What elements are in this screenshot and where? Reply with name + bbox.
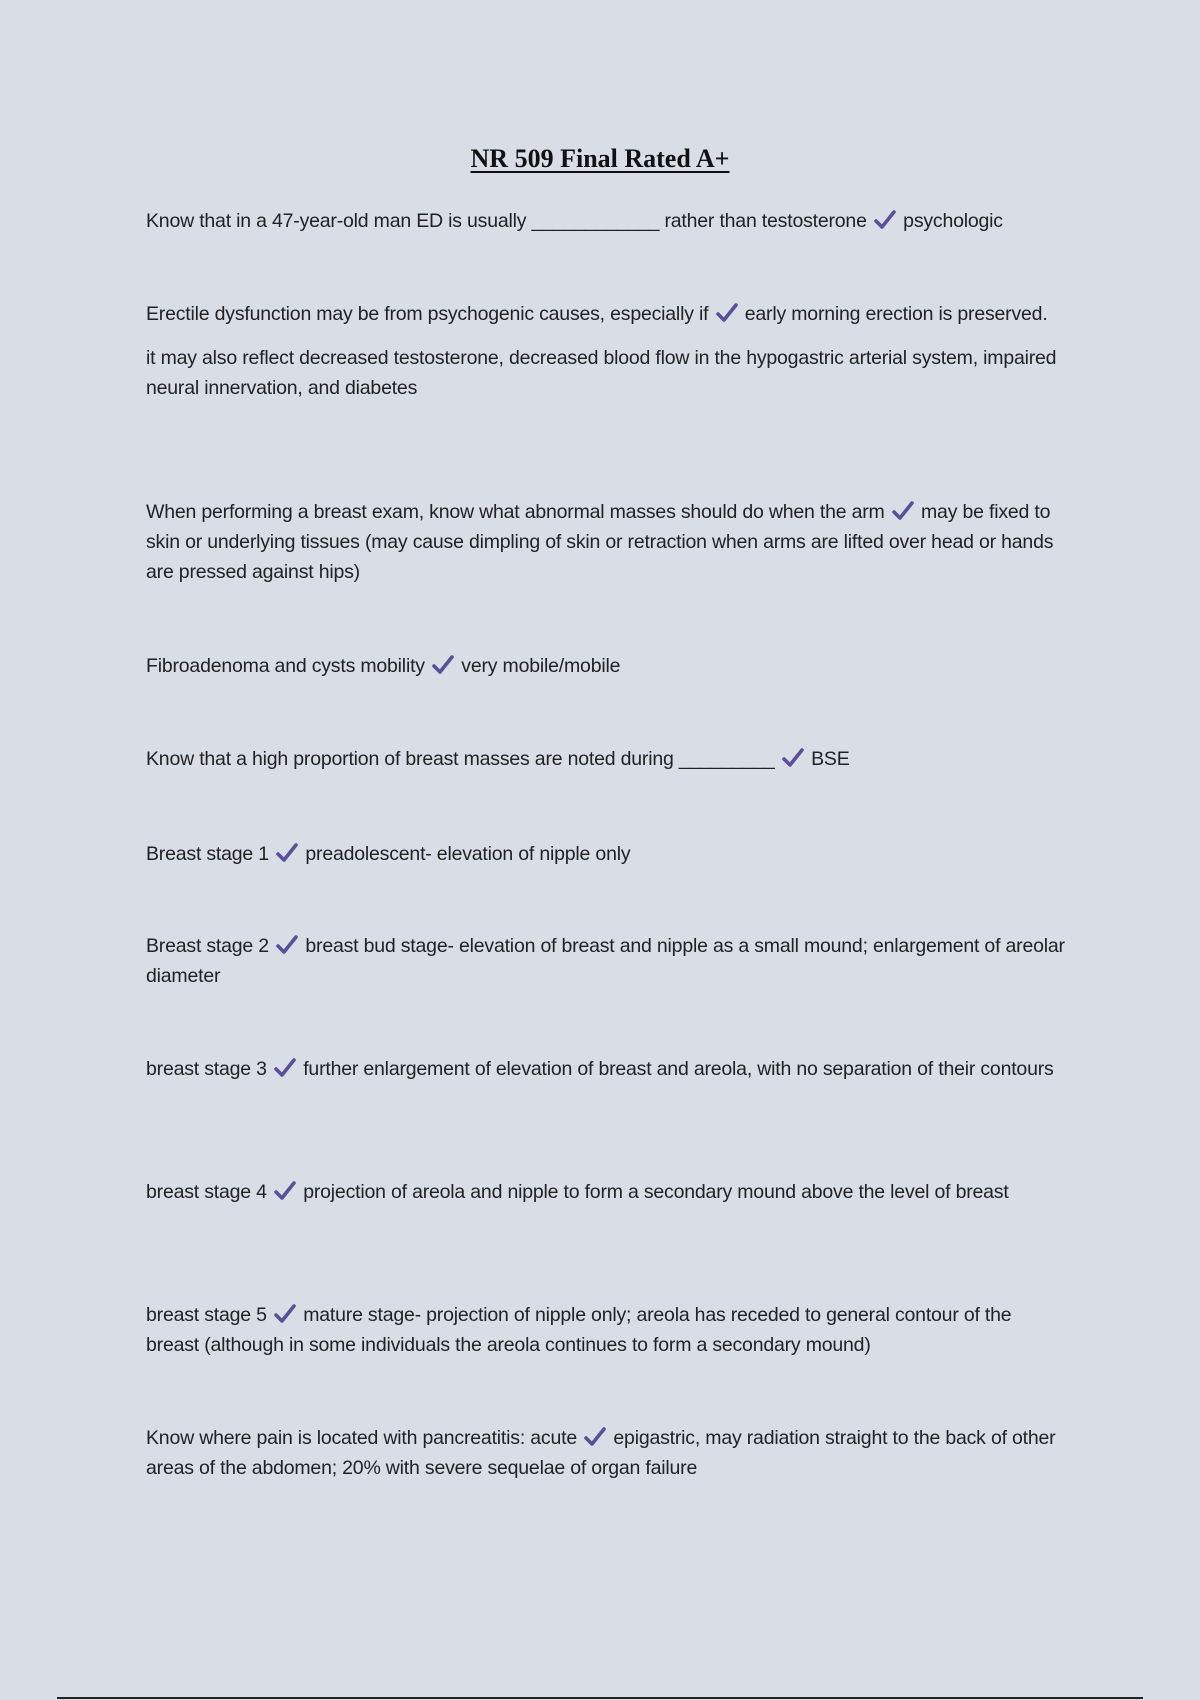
question-text: Fibroadenoma and cysts mobility bbox=[146, 655, 425, 677]
answer-text: epigastric, may radiation straight to the back of other areas of the abdomen; 20% with severe sequelae of organ failure bbox=[146, 1427, 1056, 1479]
answer-text: breast bud stage- elevation of breast and nipple as a small mound; enlargement of areolar diameter bbox=[146, 935, 1065, 987]
question-text: Breast stage 1 bbox=[146, 843, 269, 865]
checkmark-icon bbox=[276, 935, 298, 955]
document-title: NR 509 Final Rated A+ bbox=[470, 144, 730, 173]
qa-item bbox=[146, 497, 1066, 587]
answer-text: may be fixed to skin or underlying tissues (may cause dimpling of skin or retraction when arms are lifted over head or hands are pressed against hips) bbox=[146, 501, 1054, 583]
qa-text bbox=[146, 497, 1066, 587]
checkmark-icon bbox=[274, 1181, 296, 1201]
qa-item bbox=[146, 1177, 1066, 1207]
qa-text bbox=[146, 206, 1066, 236]
question-text: Erectile dysfunction may be from psychogenic causes, especially if bbox=[146, 303, 709, 325]
question-text: breast stage 5 bbox=[146, 1304, 267, 1326]
qa-text bbox=[146, 839, 1066, 869]
additional-text: it may also reflect decreased testosterone, decreased blood flow in the hypogastric arterial system, impaired neural innervation, and diabetes bbox=[146, 347, 1057, 399]
checkmark-icon bbox=[716, 303, 738, 323]
question-text: Know that in a 47-year-old man ED is usually ____________ rather than testosterone bbox=[146, 210, 867, 232]
checkmark-icon bbox=[874, 210, 896, 230]
qa-item bbox=[146, 931, 1066, 991]
qa-text bbox=[146, 299, 1066, 329]
qa-text bbox=[146, 1300, 1066, 1360]
qa-text bbox=[146, 651, 1066, 681]
answer-text: BSE bbox=[811, 748, 850, 770]
answer-text: further enlargement of elevation of breast and areola, with no separation of their contours bbox=[303, 1058, 1054, 1080]
qa-text bbox=[146, 1177, 1066, 1207]
question-text: Know that a high proportion of breast masses are noted during _________ bbox=[146, 748, 775, 770]
qa-text bbox=[146, 744, 1066, 774]
answer-text: early morning erection is preserved. bbox=[744, 303, 1048, 325]
qa-item bbox=[146, 206, 1066, 236]
checkmark-icon bbox=[782, 748, 804, 768]
question-text: When performing a breast exam, know what abnormal masses should do when the arm bbox=[146, 501, 885, 523]
checkmark-icon bbox=[274, 1058, 296, 1078]
checkmark-icon bbox=[584, 1427, 606, 1447]
answer-text: projection of areola and nipple to form a secondary mound above the level of breast bbox=[303, 1181, 1009, 1203]
checkmark-icon bbox=[892, 501, 914, 521]
checkmark-icon bbox=[276, 843, 298, 863]
page-divider bbox=[57, 1697, 1143, 1699]
qa-item bbox=[146, 1300, 1066, 1360]
qa-item bbox=[146, 1054, 1066, 1084]
question-text: breast stage 4 bbox=[146, 1181, 267, 1203]
answer-text: mature stage- projection of nipple only; areola has receded to general contour of the breast (although in some individuals the areola continues to form a secondary mound) bbox=[146, 1304, 1012, 1356]
qa-text bbox=[146, 931, 1066, 991]
qa-item bbox=[146, 651, 1066, 681]
qa-text bbox=[146, 1054, 1066, 1084]
qa-item bbox=[146, 744, 1066, 774]
answer-text: very mobile/mobile bbox=[461, 655, 621, 677]
question-text: breast stage 3 bbox=[146, 1058, 267, 1080]
answer-text: psychologic bbox=[903, 210, 1003, 232]
qa-item bbox=[146, 1423, 1066, 1483]
qa-text bbox=[146, 1423, 1066, 1483]
checkmark-icon bbox=[274, 1304, 296, 1324]
checkmark-icon bbox=[432, 655, 454, 675]
qa-item bbox=[146, 299, 1066, 403]
question-text: Breast stage 2 bbox=[146, 935, 269, 957]
qa-item bbox=[146, 839, 1066, 869]
answer-text: preadolescent- elevation of nipple only bbox=[305, 843, 631, 865]
question-text: Know where pain is located with pancreatitis: acute bbox=[146, 1427, 577, 1449]
